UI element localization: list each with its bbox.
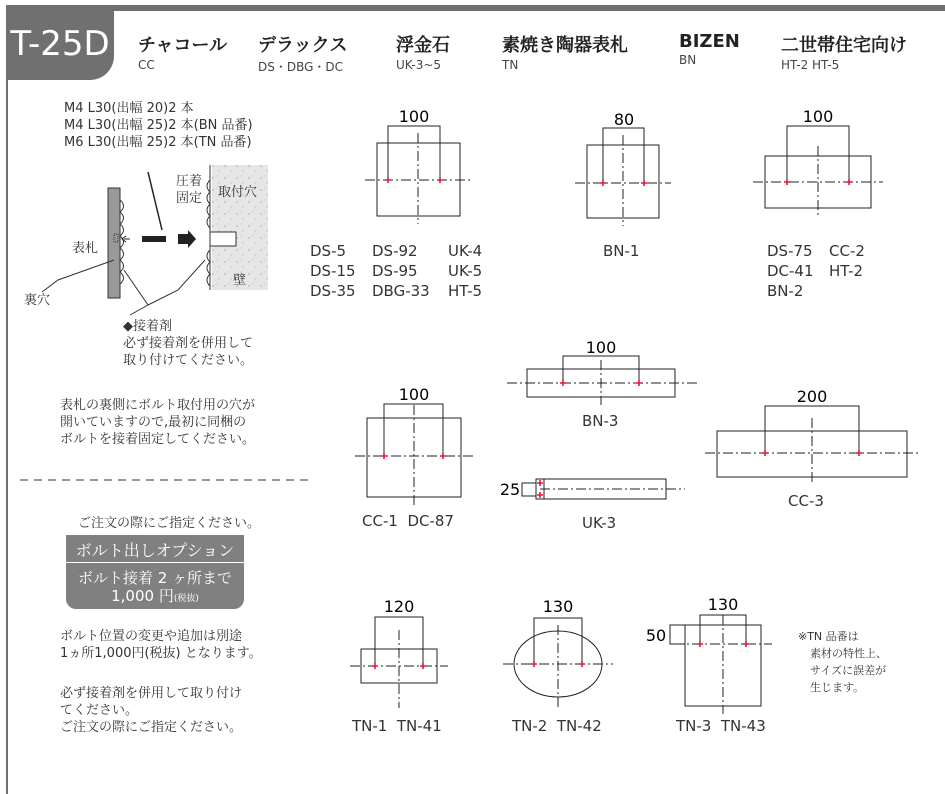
diagram-bn3 <box>507 356 697 405</box>
back-note: 表札の裏側にボルト取付用の穴が 開いていますので,最初に同梱の ボルトを接着固定してください。 <box>60 398 256 447</box>
product-code: T-25D <box>6 8 114 80</box>
diagram-tn3 <box>670 615 772 714</box>
dim-d8: 120 <box>383 597 415 616</box>
models-d9: TN-2 TN-42 <box>512 717 602 735</box>
series-ukiganeishi: 浮金石 UK-3~5 <box>396 35 450 72</box>
dim-d9: 130 <box>542 597 574 616</box>
series-bizen: BIZEN BN <box>679 31 740 67</box>
plate-label: 表札 <box>72 241 99 256</box>
series-charcoal: チャコール CC <box>138 35 228 72</box>
models-d8: TN-1 TN-41 <box>352 717 442 735</box>
diagram-tn2 <box>503 618 613 708</box>
dim-d10-height: 50 <box>645 626 667 645</box>
diagram-cc3 <box>705 406 919 485</box>
models-d7: UK-3 <box>582 514 617 532</box>
series-terracotta: 素焼き陶器表札 TN <box>502 35 628 72</box>
models-d3: DS-75 CC-2 DC-41 HT-2 BN-2 <box>767 242 865 300</box>
tn-tolerance-note: ※TN 品番は 素材の特性上、 サイズに誤差が 生じます。 <box>798 630 887 694</box>
option-price-line: 1,000 円(税抜) <box>111 587 199 605</box>
press-fix-label: 圧着 固定 <box>176 174 203 206</box>
adhesive-note: ◆接着剤 必ず接着剤を併用して 取り付けてください。 <box>123 319 254 368</box>
models-d6: CC-3 <box>788 492 824 510</box>
option-intro: ご注文の際にご指定ください。 <box>78 516 261 531</box>
diagram-ds75 <box>753 126 883 216</box>
models-d10: TN-3 TN-43 <box>676 717 766 735</box>
dim-d7: 25 <box>499 480 521 499</box>
models-d2: BN-1 <box>603 242 640 260</box>
dim-d4: 100 <box>585 338 617 357</box>
series-deluxe: デラックス DS・DBG・DC <box>258 35 348 74</box>
diagram-uk3 <box>522 479 685 499</box>
models-d4: BN-3 <box>582 412 619 430</box>
models-d1: DS-5 DS-92 UK-4 DS-15 DS-95 UK-5 DS-35 DBG-33 HT-5 <box>310 242 483 300</box>
option-line1: ボルト接着 2 ヶ所まで <box>77 569 233 587</box>
adhesive-order-note: 必ず接着剤を併用して取り付け てください。 ご注文の際にご指定ください。 <box>60 686 243 735</box>
diagram-cc1 <box>355 404 473 505</box>
change-note: ボルト位置の変更や追加は別途 1ヵ所1,000円(税抜) となります。 <box>60 629 262 661</box>
dim-d1: 100 <box>398 107 430 126</box>
series-two-household: 二世帯住宅向け HT-2 HT-5 <box>781 35 907 72</box>
diagram-ds-uk <box>365 126 472 224</box>
back-hole-label: 裏穴 <box>24 293 51 308</box>
dim-d10: 130 <box>707 595 739 614</box>
option-title: ボルト出しオプション <box>66 535 244 563</box>
models-d5: CC-1 DC-87 <box>362 512 454 530</box>
bolt-list: M4 L30(出幅 20)2 本 M4 L30(出幅 25)2 本(BN 品番) M6 L30(出幅 25)2 本(TN 品番) <box>64 101 253 150</box>
dim-d5: 100 <box>398 385 430 404</box>
mount-hole-label: 取付穴 <box>218 185 258 200</box>
dim-d2: 80 <box>613 110 635 129</box>
diagram-bn1 <box>575 128 671 226</box>
wall-label: 壁 <box>233 273 247 288</box>
diagram-tn1 <box>350 617 448 708</box>
dim-d3: 100 <box>802 107 834 126</box>
dim-d6: 200 <box>796 387 828 406</box>
